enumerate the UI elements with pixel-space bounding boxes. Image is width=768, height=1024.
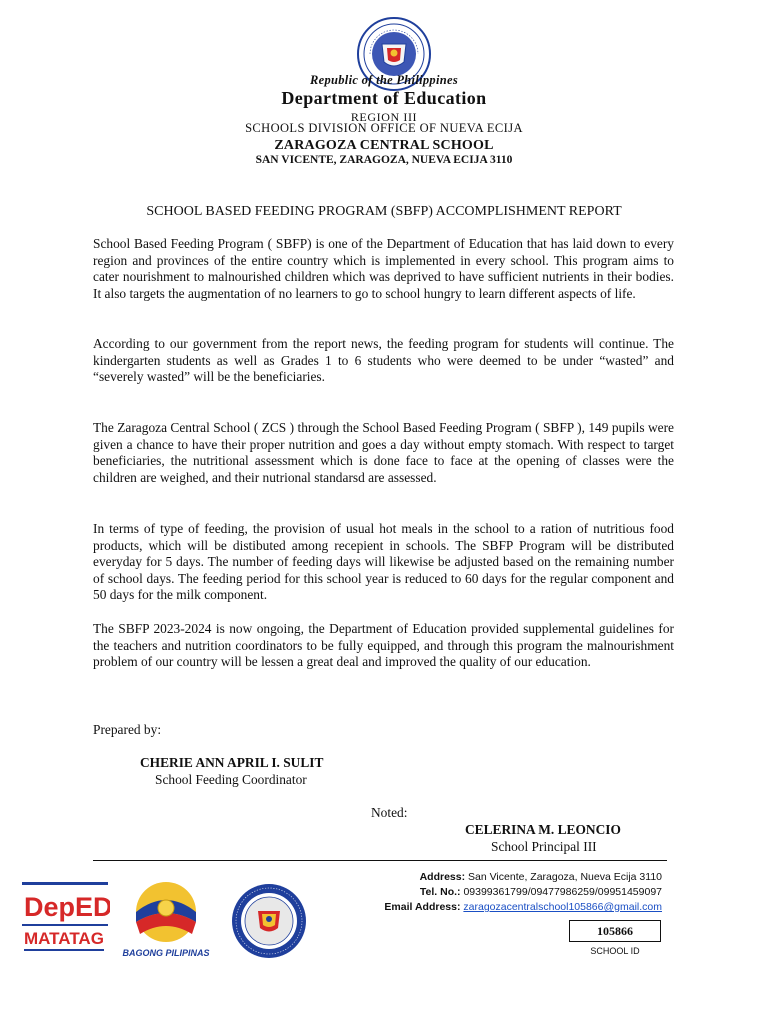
- noted-label: Noted:: [371, 805, 408, 820]
- school-seal-bottom: [231, 883, 307, 959]
- address-label: Address:: [419, 871, 466, 883]
- report-title: SCHOOL BASED FEEDING PROGRAM (SBFP) ACCOMPLISHMENT REPORT: [146, 204, 622, 219]
- footer-divider: [93, 860, 667, 861]
- preparer-name: CHERIE ANN APRIL I. SULIT: [140, 755, 324, 770]
- deped-logo-text: DepED: [24, 892, 110, 922]
- bagong-pilipinas-text: BAGONG PILIPINAS: [122, 948, 210, 958]
- school-id-box: 105866: [569, 920, 661, 942]
- noter-name: CELERINA M. LEONCIO: [465, 822, 621, 837]
- email-link[interactable]: zaragozacentralschool105866@gmail.com: [463, 901, 662, 913]
- paragraph-4: In terms of type of feeding, the provision of usual hot meals in the school to a ration of nutritious food products, which will be distibuted among recepient in schools. The SBFP Program will be distributed everyday for 5 days. The number of feeding days will likewise be adjusted based on the remaining number of school days. The feeding period for this school year is reduced to 60 days for the regular component and 50 days for the milk component.: [93, 521, 674, 603]
- paragraph-3: The Zaragoza Central School ( ZCS ) through the School Based Feeding Program ( SBFP ), 149 pupils were given a chance to have their proper nutrition and goes a day without empty stomach. With respect to target beneficiaries, the nutritional assessment which is done face to face at the opening of classes were the children are weighed, and their nutrional standarsd are assessed.: [93, 420, 674, 485]
- department-name: Department of Education: [281, 88, 487, 108]
- footer-address: [300, 871, 662, 883]
- republic-label: Republic of the Philippines: [309, 73, 459, 87]
- paragraph-5: The SBFP 2023-2024 is now ongoing, the Department of Education provided supplemental guidelines for the teachers and nutrition coordinators to be fully equipped, and through this program the malnourishment problem of our country will be lessen a great deal and improved the quality of our education.: [93, 621, 674, 670]
- email-label: Email Address:: [384, 901, 461, 913]
- preparer-title: School Feeding Coordinator: [155, 772, 307, 787]
- deped-matatag-logo: [20, 880, 110, 960]
- paragraph-1: School Based Feeding Program ( SBFP) is one of the Department of Education that has laid down to every region and provinces of the entire country which is implemented in every school. This program aims to cater nourishment to malnourished children which was deprived to have sufficient nutrients in their bodies. It also targets the augmentation of no learners to go to school hungry to learn different aspects of life.: [93, 236, 674, 301]
- school-name: ZARAGOZA CENTRAL SCHOOL: [274, 138, 494, 153]
- paragraph-2: According to our government from the report news, the feeding program for students will continue. The kindergarten students as well as Grades 1 to 6 students who were deemed to be under “wasted” and “severely wasted” will be the beneficiaries.: [93, 336, 674, 385]
- division-office: SCHOOLS DIVISION OFFICE OF NUEVA ECIJA: [245, 121, 523, 135]
- school-id-label: SCHOOL ID: [590, 946, 640, 956]
- region-label: REGION III: [350, 110, 418, 124]
- prepared-by-label: Prepared by:: [93, 722, 162, 737]
- address-value: San Vicente, Zaragoza, Nueva Ecija 3110: [468, 871, 662, 883]
- tel-label: Tel. No.:: [419, 886, 461, 898]
- school-address: SAN VICENTE, ZARAGOZA, NUEVA ECIJA 3110: [255, 154, 513, 166]
- noter-title: School Principal III: [491, 839, 597, 854]
- footer-telephone: [300, 886, 662, 898]
- footer-email: [300, 901, 662, 913]
- bagong-pilipinas-logo: [120, 878, 212, 960]
- matatag-text: MATATAG: [24, 929, 104, 948]
- tel-value: 09399361799/09477986259/09951459097: [463, 886, 662, 898]
